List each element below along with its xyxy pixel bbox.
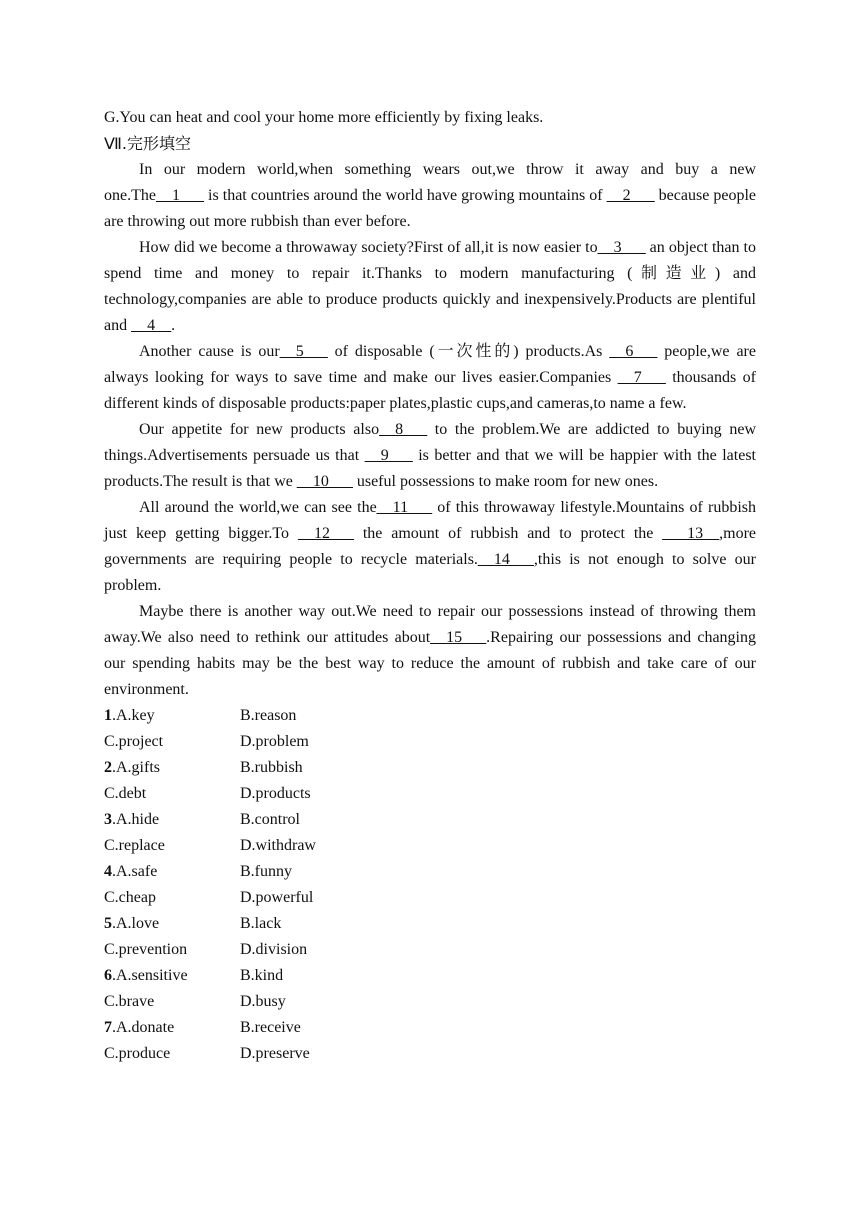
question-row: [104, 703, 756, 729]
question-row: [104, 1041, 756, 1067]
option-a-text: .A.gifts: [112, 759, 160, 776]
question-row: [104, 833, 756, 859]
option-d: D.busy: [240, 993, 286, 1010]
option-c: C.replace: [104, 837, 165, 854]
option-a-text: .A.hide: [112, 811, 160, 828]
option-a-text: .A.sensitive: [112, 967, 188, 984]
cloze-blank: __11___: [376, 499, 433, 516]
cloze-blank: __9___: [364, 447, 413, 464]
option-c: C.cheap: [104, 889, 156, 906]
passage-text: useful possessions to make room for new ones.: [352, 473, 659, 490]
question-row: [104, 729, 756, 755]
passage-text: of disposable (一次性的) products.As: [327, 343, 610, 360]
question-row: [104, 885, 756, 911]
question-number: 6: [104, 967, 112, 984]
intro-line: G.You can heat and cool your home more efficiently by fixing leaks.: [104, 109, 544, 126]
option-c: C.project: [104, 733, 164, 750]
option-a: [104, 911, 240, 937]
cloze-blank: __10___: [296, 473, 353, 490]
question-row: [104, 781, 756, 807]
option-d: D.products: [240, 785, 311, 802]
question-row: [104, 989, 756, 1015]
option-c: C.debt: [104, 785, 147, 802]
cloze-blank: __3___: [597, 239, 646, 256]
question-number: 5: [104, 915, 112, 932]
passage-text: ,more governments are requiring people to recycle materials.: [104, 525, 757, 568]
passage-paragraph: [104, 157, 756, 235]
option-b: B.kind: [240, 967, 284, 984]
option-a-text: .A.donate: [112, 1019, 175, 1036]
passage-text: of this throwaway lifestyle.Mountains of rubbish just keep getting bigger.To: [104, 499, 756, 542]
passage-text: In our modern world,when something wears out,we throw it away and buy a new one.The: [104, 161, 756, 204]
option-a: [104, 1015, 240, 1041]
cloze-blank: __1___: [155, 187, 204, 204]
passage-text: Maybe there is another way out.We need to repair our possessions instead of throwing them away.We also need to rethink our attitudes about: [104, 603, 756, 646]
option-a: [104, 703, 240, 729]
option-c: C.prevention: [104, 941, 188, 958]
passage-text: .: [171, 317, 176, 334]
question-number: 2: [104, 759, 112, 776]
question-row: [104, 807, 756, 833]
option-a-text: .A.love: [112, 915, 160, 932]
question-row: [104, 859, 756, 885]
question-number: 1: [104, 707, 112, 724]
cloze-blank: __14___: [477, 551, 534, 568]
passage-text: thousands of different kinds of disposable products:paper plates,plastic cups,and cameras,to name a few.: [104, 369, 756, 412]
passage-paragraph: [104, 599, 756, 703]
option-b: B.reason: [240, 707, 297, 724]
option-d: D.division: [240, 941, 308, 958]
passage-text: is better and that we will be happier with the latest products.The result is that we: [104, 447, 756, 490]
passage-text: How did we become a throwaway society?First of all,it is now easier to: [139, 239, 598, 256]
question-row: [104, 937, 756, 963]
section-title: Ⅶ.完形填空: [104, 134, 192, 153]
cloze-blank: __4__: [131, 317, 172, 334]
option-a-text: .A.safe: [112, 863, 158, 880]
option-a: [104, 807, 240, 833]
cloze-blank: __6___: [609, 343, 658, 360]
option-b: B.rubbish: [240, 759, 303, 776]
passage-text: people,we are always looking for ways to save time and make our lives easier.Companies: [104, 343, 756, 386]
question-number: 3: [104, 811, 112, 828]
question-list: [104, 703, 756, 1067]
question-number: 7: [104, 1019, 112, 1036]
option-c: C.produce: [104, 1045, 171, 1062]
option-d: D.withdraw: [240, 837, 316, 854]
cloze-blank: __7___: [617, 369, 666, 386]
passage-text: to the problem.We are addicted to buying new things.Advertisements persuade us that: [104, 421, 756, 464]
cloze-blank: __5___: [279, 343, 328, 360]
option-b: B.receive: [240, 1019, 301, 1036]
passage-paragraph: [104, 417, 756, 495]
option-b: B.lack: [240, 915, 282, 932]
passage-text: because people are throwing out more rubbish than ever before.: [104, 187, 757, 230]
question-row: [104, 1015, 756, 1041]
cloze-blank: __ 13__: [662, 525, 720, 542]
passage-text: the amount of rubbish and to protect the: [353, 525, 663, 542]
option-a: [104, 963, 240, 989]
question-row: [104, 755, 756, 781]
passage-paragraph: [104, 235, 756, 339]
option-b: B.control: [240, 811, 300, 828]
option-a: [104, 859, 240, 885]
passage-paragraph: [104, 495, 756, 599]
option-c: C.brave: [104, 993, 155, 1010]
question-row: [104, 911, 756, 937]
cloze-blank: __8___: [379, 421, 428, 438]
passage-text: is that countries around the world have growing mountains of: [203, 187, 607, 204]
question-row: [104, 963, 756, 989]
passage-text: ,this is not enough to solve our problem.: [104, 551, 756, 594]
option-d: D.problem: [240, 733, 309, 750]
passage-text: Our appetite for new products also: [139, 421, 380, 438]
option-d: D.powerful: [240, 889, 314, 906]
option-d: D.preserve: [240, 1045, 310, 1062]
question-number: 4: [104, 863, 112, 880]
cloze-passage: [104, 157, 756, 703]
cloze-blank: __2___: [606, 187, 655, 204]
passage-text: an object than to spend time and money to repair it.Thanks to modern manufacturing (制造业) and technology,companies are able to produce products quickly and inexpensively.Products are plentiful and: [104, 239, 757, 334]
option-a-text: .A.key: [112, 707, 155, 724]
passage-text: .Repairing our possessions and changing our spending habits may be the best way to reduce the amount of rubbish and take care of our environment.: [104, 629, 756, 698]
option-a: [104, 755, 240, 781]
cloze-blank: __15___: [430, 629, 487, 646]
passage-paragraph: [104, 339, 756, 417]
cloze-blank: __12___: [297, 525, 354, 542]
passage-text: Another cause is our: [139, 343, 280, 360]
passage-text: All around the world,we can see the: [139, 499, 377, 516]
option-b: B.funny: [240, 863, 292, 880]
